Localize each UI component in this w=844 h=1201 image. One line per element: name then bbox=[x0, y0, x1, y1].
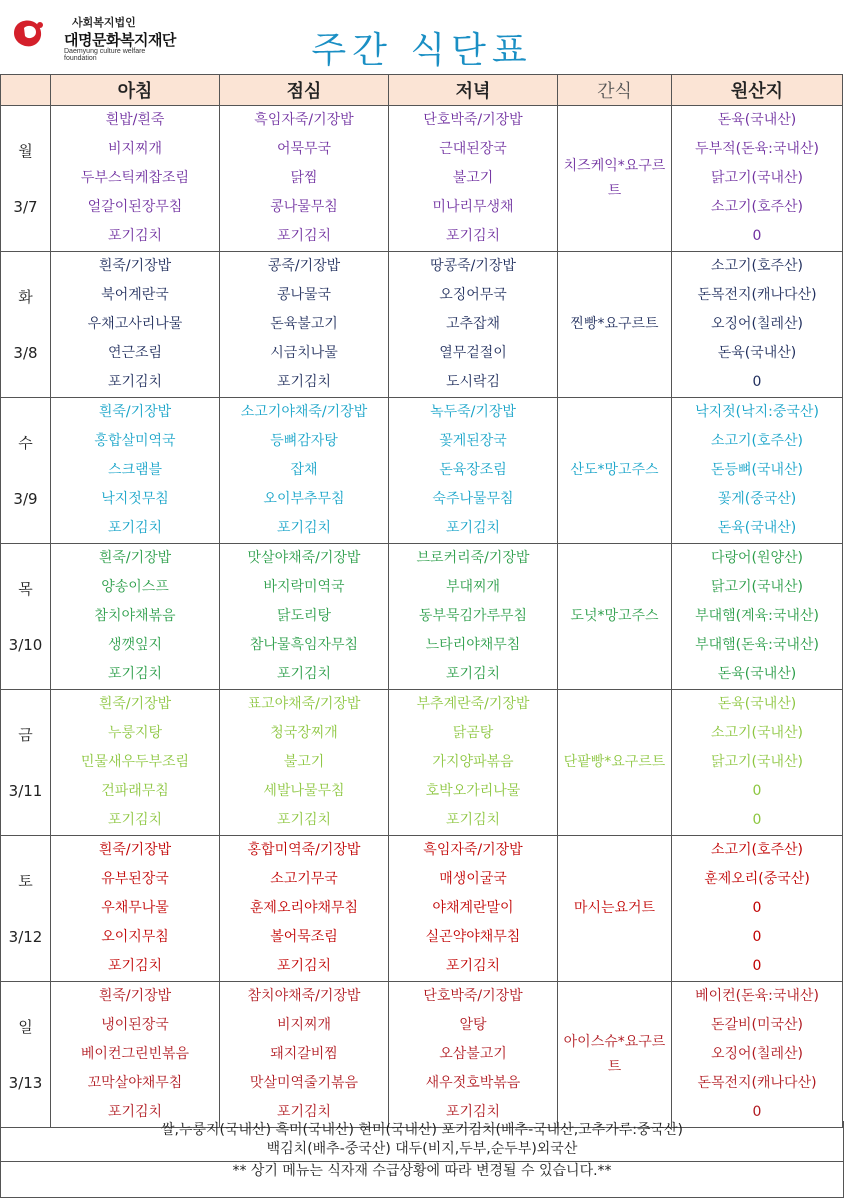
day-label-cell bbox=[1, 398, 51, 544]
menu-item: 흰죽/기장밥 bbox=[98, 550, 172, 566]
menu-item: 녹두죽/기장밥 bbox=[430, 404, 516, 420]
menu-item: 오삼불고기 bbox=[439, 1046, 507, 1062]
origin-item: 낙지젓(낙지:중국산) bbox=[695, 404, 819, 420]
footer-notes bbox=[0, 1121, 844, 1198]
lunch-cell bbox=[220, 690, 389, 836]
origin-item: 0 bbox=[752, 812, 762, 828]
day-label-cell bbox=[1, 836, 51, 982]
menu-item: 포기김치 bbox=[445, 1104, 501, 1120]
menu-item: 시금치나물 bbox=[270, 345, 338, 361]
day-name: 토 bbox=[18, 871, 33, 890]
origin-cell bbox=[672, 106, 843, 252]
menu-item: 흰죽/기장밥 bbox=[98, 842, 172, 858]
origin-item: 훈제오리(중국산) bbox=[704, 871, 810, 887]
lunch-cell bbox=[220, 398, 389, 544]
origin-cell bbox=[672, 252, 843, 398]
snack-cell: 산도*망고주스 bbox=[558, 398, 672, 544]
day-date: 3/9 bbox=[13, 489, 38, 508]
menu-item: 참치야채볶음 bbox=[94, 608, 176, 624]
breakfast-cell bbox=[51, 544, 220, 690]
origin-item: 부대햄(돈육:국내산) bbox=[695, 637, 819, 653]
menu-item: 우채무나물 bbox=[101, 900, 169, 916]
menu-item: 포기김치 bbox=[276, 520, 332, 536]
menu-item: 흰죽/기장밥 bbox=[98, 696, 172, 712]
footer-line1: 쌀,누룽지(국내산) 흑미(국내산) 현미(국내산) 포기김치(배추-국내산,고추가루:중국산) bbox=[160, 1122, 683, 1138]
breakfast-cell bbox=[51, 982, 220, 1128]
menu-item: 베이컨그린빈볶음 bbox=[80, 1046, 190, 1062]
origin-item: 꽃게(중국산) bbox=[717, 491, 797, 507]
day-row bbox=[1, 982, 843, 1128]
menu-item: 포기김치 bbox=[276, 812, 332, 828]
origin-item: 0 bbox=[752, 958, 762, 974]
day-name: 화 bbox=[18, 287, 33, 306]
menu-item: 냉이된장국 bbox=[101, 1017, 169, 1033]
breakfast-cell bbox=[51, 836, 220, 982]
menu-item: 오징어무국 bbox=[439, 287, 507, 303]
origin-item: 두부적(돈육:국내산) bbox=[695, 141, 819, 157]
day-gap bbox=[1, 457, 50, 485]
menu-item: 비지찌개 bbox=[107, 141, 163, 157]
origin-item: 돈육(국내산) bbox=[717, 345, 797, 361]
dinner-cell bbox=[389, 690, 558, 836]
day-gap bbox=[1, 1041, 50, 1069]
menu-body bbox=[1, 106, 843, 1128]
menu-item: 매생이굴국 bbox=[439, 871, 507, 887]
menu-item: 알탕 bbox=[459, 1017, 487, 1033]
menu-item: 훈제오리야채무침 bbox=[249, 900, 359, 916]
dinner-cell bbox=[389, 544, 558, 690]
menu-item: 숙주나물무침 bbox=[432, 491, 514, 507]
origin-item: 소고기(호주산) bbox=[710, 433, 804, 449]
origin-item: 0 bbox=[752, 783, 762, 799]
menu-item: 북어계란국 bbox=[101, 287, 169, 303]
header-origin: 원산지 bbox=[672, 75, 843, 106]
lunch-cell bbox=[220, 836, 389, 982]
origin-item: 0 bbox=[752, 1104, 762, 1120]
header-breakfast: 아침 bbox=[51, 75, 220, 106]
menu-item: 표고야채죽/기장밥 bbox=[247, 696, 361, 712]
day-row bbox=[1, 398, 843, 544]
menu-item: 비지찌개 bbox=[276, 1017, 332, 1033]
day-name: 일 bbox=[18, 1017, 33, 1036]
day-date: 3/13 bbox=[8, 1073, 43, 1092]
dinner-cell bbox=[389, 252, 558, 398]
origin-item: 다랑어(원양산) bbox=[710, 550, 804, 566]
footer-line2: 백김치(배추-중국산) 대두(비지,두부,순두부)외국산 bbox=[266, 1141, 578, 1157]
breakfast-cell bbox=[51, 398, 220, 544]
menu-item: 포기김치 bbox=[107, 812, 163, 828]
menu-item: 흰밥/흰죽 bbox=[105, 112, 165, 128]
origin-cell bbox=[672, 836, 843, 982]
menu-item: 열무겉절이 bbox=[439, 345, 507, 361]
header-dinner: 저녁 bbox=[389, 75, 558, 106]
menu-item: 연근조림 bbox=[107, 345, 163, 361]
day-name: 수 bbox=[18, 433, 33, 452]
menu-item: 포기김치 bbox=[107, 666, 163, 682]
menu-item: 포기김치 bbox=[107, 958, 163, 974]
menu-item: 유부된장국 bbox=[101, 871, 169, 887]
menu-item: 땅콩죽/기장밥 bbox=[430, 258, 516, 274]
origin-item: 닭고기(국내산) bbox=[710, 579, 804, 595]
snack-cell: 치즈케익*요구르트 bbox=[558, 106, 672, 252]
origin-item: 닭고기(국내산) bbox=[710, 170, 804, 186]
day-row bbox=[1, 106, 843, 252]
menu-item: 단호박죽/기장밥 bbox=[423, 112, 523, 128]
origin-cell bbox=[672, 544, 843, 690]
menu-item: 야채계란말이 bbox=[432, 900, 514, 916]
origin-item: 돈목전지(캐나다산) bbox=[697, 287, 817, 303]
menu-item: 참나물흑임자무침 bbox=[249, 637, 359, 653]
snack-cell: 도넛*망고주스 bbox=[558, 544, 672, 690]
lunch-cell bbox=[220, 106, 389, 252]
menu-item: 포기김치 bbox=[107, 520, 163, 536]
day-row bbox=[1, 544, 843, 690]
menu-item: 흰죽/기장밥 bbox=[98, 258, 172, 274]
origin-item: 소고기(호주산) bbox=[710, 258, 804, 274]
menu-item: 포기김치 bbox=[445, 958, 501, 974]
menu-item: 건파래무침 bbox=[101, 783, 169, 799]
menu-item: 포기김치 bbox=[107, 228, 163, 244]
day-row bbox=[1, 252, 843, 398]
menu-item: 콩죽/기장밥 bbox=[267, 258, 341, 274]
day-label-cell bbox=[1, 106, 51, 252]
menu-item: 민물새우두부조림 bbox=[80, 754, 190, 770]
menu-item: 근대된장국 bbox=[439, 141, 507, 157]
menu-item: 돼지갈비찜 bbox=[270, 1046, 338, 1062]
menu-item: 고추잡채 bbox=[445, 316, 501, 332]
origin-item: 소고기(호주산) bbox=[710, 842, 804, 858]
origin-cell bbox=[672, 690, 843, 836]
menu-item: 오이부추무침 bbox=[263, 491, 345, 507]
menu-item: 얼갈이된장무침 bbox=[87, 199, 183, 215]
day-label-cell bbox=[1, 982, 51, 1128]
menu-item: 새우젓호박볶음 bbox=[425, 1075, 521, 1091]
menu-item: 포기김치 bbox=[276, 228, 332, 244]
day-row bbox=[1, 836, 843, 982]
footer-line3: ** 상기 메뉴는 식자재 수급상황에 따라 변경될 수 있습니다.** bbox=[1, 1161, 843, 1181]
menu-item: 단호박죽/기장밥 bbox=[423, 988, 523, 1004]
menu-item: 어묵무국 bbox=[276, 141, 332, 157]
origin-item: 오징어(칠레산) bbox=[710, 1046, 804, 1062]
menu-item: 포기김치 bbox=[276, 1104, 332, 1120]
snack-cell: 마시는요거트 bbox=[558, 836, 672, 982]
breakfast-cell bbox=[51, 690, 220, 836]
day-date: 3/12 bbox=[8, 927, 43, 946]
menu-item: 포기김치 bbox=[276, 958, 332, 974]
menu-item: 흰죽/기장밥 bbox=[98, 404, 172, 420]
header-snack: 간식 bbox=[558, 75, 672, 106]
day-gap bbox=[1, 895, 50, 923]
menu-item: 청국장찌개 bbox=[270, 725, 338, 741]
day-gap bbox=[1, 749, 50, 777]
menu-item: 닭찜 bbox=[290, 170, 318, 186]
snack-cell: 아이스슈*요구르트 bbox=[558, 982, 672, 1128]
day-date: 3/7 bbox=[13, 197, 38, 216]
menu-item: 부추계란죽/기장밥 bbox=[416, 696, 530, 712]
dinner-cell bbox=[389, 982, 558, 1128]
menu-item: 우채고사리나물 bbox=[87, 316, 183, 332]
menu-item: 동부묵김가루무침 bbox=[418, 608, 528, 624]
header-corner bbox=[1, 75, 51, 106]
menu-item: 양송이스프 bbox=[101, 579, 169, 595]
logo-text-line3: Daemyung culture welfare foundation bbox=[64, 48, 146, 62]
menu-item: 불고기 bbox=[283, 754, 325, 770]
menu-item: 등뼈감자탕 bbox=[270, 433, 338, 449]
menu-item: 도시락김 bbox=[445, 374, 501, 390]
menu-item: 꼬막살야채무침 bbox=[87, 1075, 183, 1091]
menu-item: 포기김치 bbox=[445, 812, 501, 828]
origin-item: 돈육(국내산) bbox=[717, 696, 797, 712]
menu-item: 세발나물무침 bbox=[263, 783, 345, 799]
menu-table bbox=[0, 74, 843, 1128]
menu-item: 볼어묵조림 bbox=[270, 929, 338, 945]
origin-item: 0 bbox=[752, 228, 762, 244]
menu-item: 미나리무생채 bbox=[432, 199, 514, 215]
day-label-cell bbox=[1, 252, 51, 398]
day-date: 3/11 bbox=[8, 781, 43, 800]
day-gap bbox=[1, 165, 50, 193]
breakfast-cell bbox=[51, 106, 220, 252]
menu-item: 꽃게된장국 bbox=[439, 433, 507, 449]
menu-item: 누룽지탕 bbox=[107, 725, 163, 741]
menu-item: 느타리야채무침 bbox=[425, 637, 521, 653]
menu-item: 홍합살미역국 bbox=[94, 433, 176, 449]
menu-item: 흑임자죽/기장밥 bbox=[423, 842, 523, 858]
origin-item: 돈육(국내산) bbox=[717, 666, 797, 682]
menu-item: 돈육장조림 bbox=[439, 462, 507, 478]
menu-item: 콩나물국 bbox=[276, 287, 332, 303]
origin-item: 돈갈비(미국산) bbox=[710, 1017, 804, 1033]
menu-item: 생깻잎지 bbox=[107, 637, 163, 653]
menu-item: 가지양파볶음 bbox=[432, 754, 514, 770]
snack-cell: 찐빵*요구르트 bbox=[558, 252, 672, 398]
origin-item: 돈육(국내산) bbox=[717, 112, 797, 128]
menu-item: 바지락미역국 bbox=[263, 579, 345, 595]
menu-item: 오이지무침 bbox=[101, 929, 169, 945]
menu-item: 포기김치 bbox=[445, 666, 501, 682]
menu-item: 잡채 bbox=[290, 462, 318, 478]
origin-item: 소고기(국내산) bbox=[710, 725, 804, 741]
lunch-cell bbox=[220, 544, 389, 690]
menu-item: 포기김치 bbox=[276, 374, 332, 390]
menu-item: 부대찌개 bbox=[445, 579, 501, 595]
menu-item: 흰죽/기장밥 bbox=[98, 988, 172, 1004]
day-label-cell bbox=[1, 690, 51, 836]
header-lunch: 점심 bbox=[220, 75, 389, 106]
menu-item: 참치야채죽/기장밥 bbox=[247, 988, 361, 1004]
menu-item: 브로커리죽/기장밥 bbox=[416, 550, 530, 566]
origin-item: 0 bbox=[752, 374, 762, 390]
origin-item: 소고기(호주산) bbox=[710, 199, 804, 215]
origin-cell bbox=[672, 982, 843, 1128]
origin-item: 베이컨(돈육:국내산) bbox=[695, 988, 819, 1004]
origin-item: 돈목전지(캐나다산) bbox=[697, 1075, 817, 1091]
origin-item: 부대햄(계육:국내산) bbox=[695, 608, 819, 624]
snack-cell: 단팥빵*요구르트 bbox=[558, 690, 672, 836]
day-date: 3/10 bbox=[8, 635, 43, 654]
origin-cell bbox=[672, 398, 843, 544]
day-date: 3/8 bbox=[13, 343, 38, 362]
day-row bbox=[1, 690, 843, 836]
day-name: 목 bbox=[18, 579, 33, 598]
lunch-cell bbox=[220, 982, 389, 1128]
origin-item: 0 bbox=[752, 900, 762, 916]
origin-item: 오징어(칠레산) bbox=[710, 316, 804, 332]
logo-text-line2: 대명문화복지재단 bbox=[64, 32, 176, 49]
menu-item: 소고기야채죽/기장밥 bbox=[240, 404, 368, 420]
menu-item: 실곤약야채무침 bbox=[425, 929, 521, 945]
menu-item: 닭도리탕 bbox=[276, 608, 332, 624]
day-gap bbox=[1, 311, 50, 339]
day-label-cell bbox=[1, 544, 51, 690]
dinner-cell bbox=[389, 106, 558, 252]
menu-item: 소고기무국 bbox=[270, 871, 338, 887]
menu-item: 불고기 bbox=[452, 170, 494, 186]
origin-item: 돈등뼈(국내산) bbox=[710, 462, 804, 478]
dinner-cell bbox=[389, 398, 558, 544]
day-name: 월 bbox=[18, 141, 33, 160]
origin-item: 0 bbox=[752, 929, 762, 945]
menu-item: 돈육불고기 bbox=[270, 316, 338, 332]
menu-item: 맛살야채죽/기장밥 bbox=[247, 550, 361, 566]
day-gap bbox=[1, 603, 50, 631]
menu-item: 콩나물무침 bbox=[270, 199, 338, 215]
menu-item: 맛살미역줄기볶음 bbox=[249, 1075, 359, 1091]
menu-item: 낙지젓무침 bbox=[101, 491, 169, 507]
page-title: 주간 식단표 bbox=[311, 30, 533, 71]
menu-item: 두부스틱케찹조림 bbox=[80, 170, 190, 186]
origin-item: 닭고기(국내산) bbox=[710, 754, 804, 770]
header-row bbox=[1, 75, 843, 106]
menu-item: 포기김치 bbox=[107, 1104, 163, 1120]
menu-item: 홍합미역죽/기장밥 bbox=[247, 842, 361, 858]
logo-text-line1: 사회복지법인 bbox=[72, 17, 136, 29]
menu-item: 닭곰탕 bbox=[452, 725, 494, 741]
menu-item: 포기김치 bbox=[445, 520, 501, 536]
menu-item: 호박오가리나물 bbox=[425, 783, 521, 799]
breakfast-cell bbox=[51, 252, 220, 398]
menu-item: 포기김치 bbox=[276, 666, 332, 682]
menu-item: 스크램블 bbox=[107, 462, 163, 478]
menu-item: 포기김치 bbox=[445, 228, 501, 244]
menu-item: 흑임자죽/기장밥 bbox=[254, 112, 354, 128]
day-name: 금 bbox=[18, 725, 33, 744]
menu-item: 포기김치 bbox=[107, 374, 163, 390]
origin-item: 돈육(국내산) bbox=[717, 520, 797, 536]
dinner-cell bbox=[389, 836, 558, 982]
lunch-cell bbox=[220, 252, 389, 398]
